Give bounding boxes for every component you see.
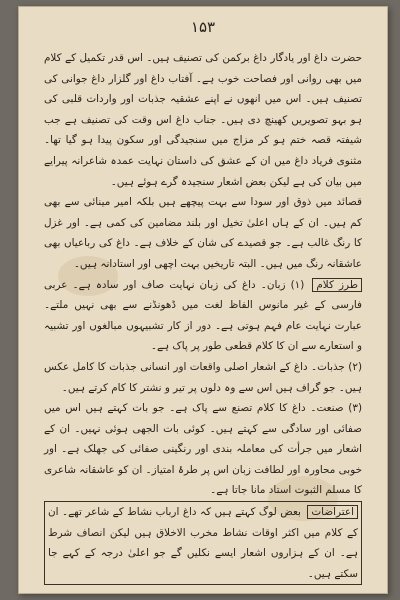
paragraph-emotions: (۲) جذبات۔ داغ کے اشعار اصلی واقعات اور انسانی جذبات کا کامل عکس ہیں۔ جو گراف ہیں اس سے وہ دلوں پر تیر و نشتر کا کام کرتے ہیں۔: [44, 360, 362, 394]
page-body: [44, 48, 362, 585]
paragraph-objections-text: بعض لوگ کہتے ہیں کہ داغ ارباب نشاط کے شاعر تھے۔ ان کے کلام میں اکثر اوقات نشاط مخرب الاخلاق ہیں لیکن انصاف شرط ہے۔ ان کے ہزاروں اشعار ایسے نکلیں گے جو اعلیٰ درجہ کے کہے جا سکتے ہیں۔: [48, 506, 358, 580]
paragraph-style-language-text: (۱) زبان۔ داغ کی زبان نہایت صاف اور سادہ ہے۔ عربی فارسی کے غیر مانوس الفاظ لغت میں ڈھونڈنے سے بھی نہیں ملتے۔ عبارت نہایت عام فہم ہوتی ہے۔ دور از کار تشبیہوں مبالغوں اور تشبیہ و استعارے سے ان کا کلام قطعی طور پر پاک ہے۔: [44, 278, 362, 353]
paragraph-works: حضرت داغ اور یادگار داغ برکمن کی تصنیف ہیں۔ اس قدر تکمیل کے کلام میں بھی روانی اور فصاحت خوب ہے۔ آفتاب داغ اور گلزار داغ جوانی کی تصنیف ہیں۔ اس میں انھوں نے اپنے عشقیہ جذبات اور واردات قلبی کی ہو بہو تصویریں کھینچ دی ہیں۔ جناب داغ اس وقت کی تصنیف ہے جب شیفتہ قصہ ختم ہو کر مزاج میں سنجیدگی اور سکون پیدا ہو گیا تھا۔ مثنوی فریاد داغ میں ان کے عشق کی داستان نہایت عمدہ شاعرانہ پیرایے میں بیان کی ہے لیکن بعض اشعار سنجیدہ گرے ہوئے ہیں۔: [44, 52, 362, 188]
book-page: [18, 6, 388, 594]
section-label-style: طرز کلام: [312, 278, 362, 292]
paragraph-style-language: [44, 275, 362, 357]
page-number: ۱۵۳: [190, 18, 216, 36]
objections-box: [44, 501, 362, 585]
paragraph-qasaid: قصائد میں ذوق اور سودا سے بہت پیچھے ہیں بلکہ امیر مینائی سے بھی کم ہیں۔ ان کے ہاں اعلیٰ تخیل اور بلند مضامین کی کمی ہے۔ اور غزل کا رنگ غالب ہے۔ جو قصیدے کی شان کے خلاف ہے۔ داغ کی رباعیاں بھی عاشقانہ رنگ میں ہیں۔ البتہ تاریخیں بہت اچھی اور استادانہ ہیں۔: [44, 196, 362, 270]
paragraph-craft: (۳) صنعت۔ داغ کا کلام تصنع سے پاک ہے۔ جو بات کہتے ہیں اس میں صفائی اور سادگی سے کہتے ہیں۔ کوئی بات الجھی ہوئی نہیں۔ ان کے اشعار میں جرأت کی معاملہ بندی اور رنگینی صفائی کی جھلک ہے۔ اور خوبی محاورہ اور لطافت زبان اس پر طرۂ امتیاز۔ ان کو عاشقانہ شاعری کا مسلم الثبوت استاد مانا جاتا ہے۔: [44, 402, 362, 497]
section-label-objections: اعتراضات: [307, 505, 358, 519]
